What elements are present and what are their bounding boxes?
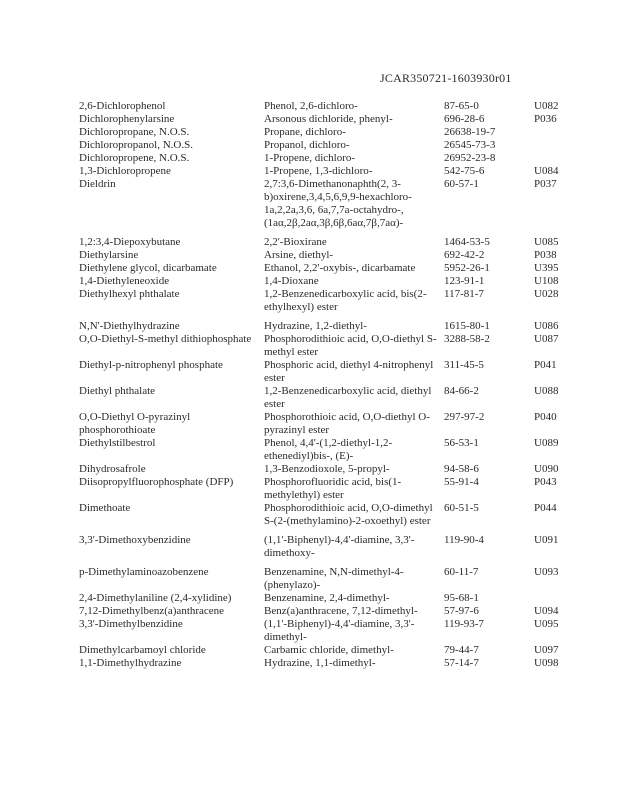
chemical-synonym: 2,2'-Bioxirane [264, 236, 327, 248]
waste-code: U097 [534, 644, 559, 656]
waste-code: P043 [534, 476, 557, 488]
cas-number: 84-66-2 [444, 385, 479, 397]
chemical-synonym: Benzenamine, 2,4-dimethyl- [264, 592, 390, 604]
constituent-name: Diethylhexyl phthalate [79, 288, 180, 300]
waste-code: P044 [534, 502, 557, 514]
waste-code: U085 [534, 236, 559, 248]
constituent-name: 3,3'-Dimethoxybenzidine [79, 534, 191, 546]
table-row [79, 657, 579, 670]
chemical-synonym: Phosphorothioic acid, O,O-diethyl O-pyrazinyl ester [264, 411, 430, 436]
chemical-synonym: Arsine, diethyl- [264, 249, 334, 261]
constituent-name: Diethyl-p-nitrophenyl phosphate [79, 359, 223, 371]
hazardous-constituents-table [79, 100, 579, 670]
chemical-synonym: Phosphorodithioic acid, O,O-dimethyl S-(2-(methylamino)-2-oxoethyl) ester [264, 502, 433, 527]
constituent-name: Dichlorophenylarsine [79, 113, 175, 125]
table-row [79, 320, 579, 333]
cas-number: 3288-58-2 [444, 333, 490, 345]
cas-number: 55-91-4 [444, 476, 479, 488]
table-row [79, 100, 579, 113]
constituent-name: 2,4-Dimethylaniline (2,4-xylidine) [79, 592, 232, 604]
cas-number: 119-90-4 [444, 534, 484, 546]
constituent-name: Dichloropropanol, N.O.S. [79, 139, 193, 151]
constituent-name: Dihydrosafrole [79, 463, 146, 475]
chemical-synonym: Phosphorodithioic acid, O,O-diethyl S-methyl ester [264, 333, 437, 358]
waste-code: P038 [534, 249, 557, 261]
chemical-synonym: (1,1'-Biphenyl)-4,4'-diamine, 3,3'-dimethyl- [264, 618, 415, 643]
cas-number: 5952-26-1 [444, 262, 490, 274]
constituent-name: p-Dimethylaminoazobenzene [79, 566, 209, 578]
chemical-synonym: Propanol, dichloro- [264, 139, 350, 151]
cas-number: 117-81-7 [444, 288, 484, 300]
table-row [79, 262, 579, 275]
table-row [79, 288, 579, 314]
table-row [79, 236, 579, 249]
waste-code: P036 [534, 113, 557, 125]
table-row [79, 463, 579, 476]
constituent-name: Dieldrin [79, 178, 116, 190]
chemical-synonym: Phenol, 2,6-dichloro- [264, 100, 358, 112]
chemical-synonym: Arsonous dichloride, phenyl- [264, 113, 393, 125]
chemical-synonym: 1,2-Benzenedicarboxylic acid, diethyl ester [264, 385, 432, 410]
constituent-name: Dichloropropene, N.O.S. [79, 152, 190, 164]
table-row [79, 476, 579, 502]
constituent-name: Diethylene glycol, dicarbamate [79, 262, 217, 274]
waste-code: U082 [534, 100, 559, 112]
chemical-synonym: Carbamic chloride, dimethyl- [264, 644, 394, 656]
constituent-name: N,N'-Diethylhydrazine [79, 320, 180, 332]
constituent-name: 1,3-Dichloropropene [79, 165, 171, 177]
constituent-name: 7,12-Dimethylbenz(a)anthracene [79, 605, 225, 617]
waste-code: U090 [534, 463, 559, 475]
table-row [79, 165, 579, 178]
chemical-synonym: Ethanol, 2,2'-oxybis-, dicarbamate [264, 262, 416, 274]
cas-number: 297-97-2 [444, 411, 485, 423]
table-row [79, 152, 579, 165]
table-row [79, 275, 579, 288]
cas-number: 1615-80-1 [444, 320, 490, 332]
table-row [79, 605, 579, 618]
chemical-synonym: Phosphoric acid, diethyl 4-nitrophenyl ester [264, 359, 434, 384]
waste-code: U088 [534, 385, 559, 397]
waste-code: U108 [534, 275, 559, 287]
waste-code: U089 [534, 437, 559, 449]
chemical-synonym: Benzenamine, N,N-dimethyl-4-(phenylazo)- [264, 566, 404, 591]
cas-number: 57-97-6 [444, 605, 479, 617]
cas-number: 87-65-0 [444, 100, 479, 112]
table-row [79, 644, 579, 657]
waste-code: U091 [534, 534, 559, 546]
table-row [79, 139, 579, 152]
table-row [79, 437, 579, 463]
chemical-synonym: 1-Propene, 1,3-dichloro- [264, 165, 373, 177]
cas-number: 60-11-7 [444, 566, 479, 578]
waste-code: U395 [534, 262, 559, 274]
chemical-synonym: 1,3-Benzodioxole, 5-propyl- [264, 463, 390, 475]
cas-number: 119-93-7 [444, 618, 484, 630]
constituent-name: 3,3'-Dimethylbenzidine [79, 618, 183, 630]
cas-number: 542-75-6 [444, 165, 485, 177]
waste-code: U098 [534, 657, 559, 669]
table-row [79, 178, 579, 230]
waste-code: U094 [534, 605, 559, 617]
constituent-name: Diisopropylfluorophosphate (DFP) [79, 476, 234, 488]
constituent-name: Dimethylcarbamoyl chloride [79, 644, 206, 656]
document-id: JCAR350721-1603930r01 [380, 71, 512, 85]
table-row [79, 411, 579, 437]
waste-code: U086 [534, 320, 559, 332]
constituent-name: Dimethoate [79, 502, 131, 514]
waste-code: U087 [534, 333, 559, 345]
constituent-name: Dichloropropane, N.O.S. [79, 126, 190, 138]
constituent-name: Diethylarsine [79, 249, 139, 261]
cas-number: 26545-73-3 [444, 139, 496, 151]
cas-number: 26638-19-7 [444, 126, 496, 138]
cas-number: 692-42-2 [444, 249, 485, 261]
chemical-synonym: Propane, dichloro- [264, 126, 346, 138]
cas-number: 26952-23-8 [444, 152, 496, 164]
waste-code: U084 [534, 165, 559, 177]
cas-number: 696-28-6 [444, 113, 485, 125]
table-row [79, 618, 579, 644]
constituent-name: Diethyl phthalate [79, 385, 156, 397]
constituent-name: 1,2:3,4-Diepoxybutane [79, 236, 181, 248]
cas-number: 57-14-7 [444, 657, 479, 669]
waste-code: P037 [534, 178, 557, 190]
waste-code: U095 [534, 618, 559, 630]
constituent-name: 2,6-Dichlorophenol [79, 100, 166, 112]
chemical-synonym: Benz(a)anthracene, 7,12-dimethyl- [264, 605, 418, 617]
chemical-synonym: (1,1'-Biphenyl)-4,4'-diamine, 3,3'-dimethoxy- [264, 534, 415, 559]
cas-number: 95-68-1 [444, 592, 479, 604]
cas-number: 94-58-6 [444, 463, 479, 475]
table-row [79, 113, 579, 126]
waste-code: P041 [534, 359, 557, 371]
chemical-synonym: 1,4-Dioxane [264, 275, 319, 287]
table-row [79, 126, 579, 139]
waste-code: U028 [534, 288, 559, 300]
chemical-synonym: Hydrazine, 1,1-dimethyl- [264, 657, 376, 669]
chemical-synonym: Phenol, 4,4'-(1,2-diethyl-1,2-ethenediyl)bis-, (E)- [264, 437, 393, 462]
chemical-synonym: 1,2-Benzenedicarboxylic acid, bis(2-ethylhexyl) ester [264, 288, 427, 313]
constituent-name: 1,4-Diethyleneoxide [79, 275, 170, 287]
constituent-name: 1,1-Dimethylhydrazine [79, 657, 182, 669]
table-row [79, 502, 579, 528]
chemical-synonym: 2,7:3,6-Dimethanonaphth(2, 3-b)oxirene,3,4,5,6,9,9-hexachloro-1a,2,2a,3,6, 6a,7,7a-octahydro-, (1aα,2β,2aα,3β,6β,6aα,7β,7aα)- [264, 178, 412, 229]
cas-number: 123-91-1 [444, 275, 485, 287]
waste-code: U093 [534, 566, 559, 578]
cas-number: 56-53-1 [444, 437, 479, 449]
cas-number: 60-57-1 [444, 178, 479, 190]
constituent-name: O,O-Diethyl-S-methyl dithiophosphate [79, 333, 252, 345]
constituent-name: Diethylstilbestrol [79, 437, 156, 449]
cas-number: 79-44-7 [444, 644, 479, 656]
chemical-synonym: 1-Propene, dichloro- [264, 152, 356, 164]
table-row [79, 249, 579, 262]
constituent-name: O,O-Diethyl O-pyrazinyl phosphorothioate [79, 411, 191, 436]
chemical-synonym: Hydrazine, 1,2-diethyl- [264, 320, 367, 332]
table-row [79, 592, 579, 605]
cas-number: 60-51-5 [444, 502, 479, 514]
cas-number: 311-45-5 [444, 359, 484, 371]
table-row [79, 534, 579, 560]
table-row [79, 333, 579, 359]
cas-number: 1464-53-5 [444, 236, 490, 248]
table-row [79, 359, 579, 385]
waste-code: P040 [534, 411, 557, 423]
chemical-synonym: Phosphorofluoridic acid, bis(1-methylethyl) ester [264, 476, 402, 501]
table-row [79, 385, 579, 411]
table-row [79, 566, 579, 592]
